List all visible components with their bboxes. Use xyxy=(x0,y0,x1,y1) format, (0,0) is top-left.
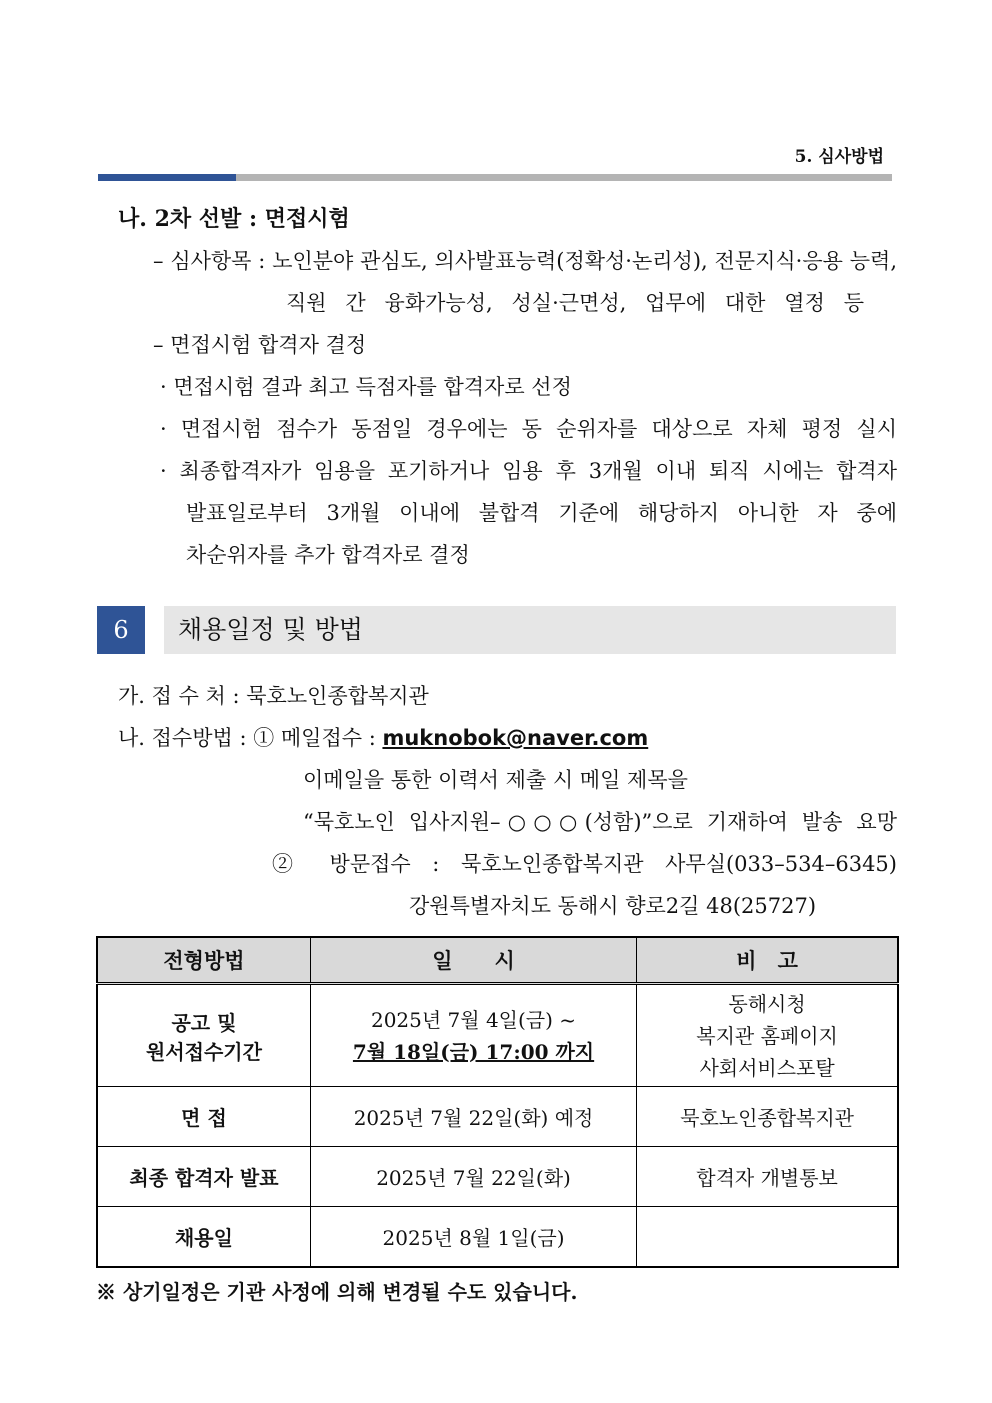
footnote: ※ 상기일정은 기관 사정에 의해 변경될 수도 있습니다. xyxy=(96,1280,578,1304)
header-bar-accent xyxy=(98,174,236,181)
method-label: 나. 접수방법 : ① 메일접수 : xyxy=(118,726,383,750)
decision-bullet-2: · 면접시험 점수가 동점일 경우에는 동 순위자를 대상으로 자체 평정 실시 xyxy=(160,417,897,441)
email-link[interactable]: muknobok@naver.com xyxy=(382,726,649,750)
table-row xyxy=(97,1087,898,1147)
decision-title: – 면접시험 합격자 결정 xyxy=(153,333,367,357)
table-row xyxy=(97,1207,898,1267)
visit-reception: ② 방문접수 : 묵호노인종합복지관 사무실(033–534–6345) xyxy=(272,852,897,876)
method-line xyxy=(118,722,648,752)
note-cell: 동해시청 복지관 홈페이지 사회서비스포탈 xyxy=(637,984,898,1087)
table-header-row xyxy=(97,937,898,984)
note-cell xyxy=(637,1207,898,1267)
stage-cell: 채용일 xyxy=(97,1207,310,1267)
criteria-line-1: – 심사항목 : 노인분야 관심도, 의사발표능력(정확성·논리성), 전문지식·응용 능력, xyxy=(153,249,897,273)
decision-bullet-3-line-1: · 최종합격자가 임용을 포기하거나 임용 후 3개월 이내 퇴직 시에는 합격자 xyxy=(160,459,897,483)
email-note-2: “묵호노인 입사지원–○○○(성함)”으로 기재하여 발송 요망 xyxy=(303,810,897,834)
header-date: 일 시 xyxy=(310,937,636,984)
reception-place: 가. 접 수 처 : 묵호노인종합복지관 xyxy=(118,684,429,708)
interview-title: 나. 2차 선발 : 면접시험 xyxy=(118,206,350,232)
schedule-table xyxy=(96,936,899,1268)
section-number-badge: 6 xyxy=(97,606,145,654)
decision-bullet-3-line-3: 차순위자를 추가 합격자로 결정 xyxy=(186,543,470,567)
header-bar xyxy=(236,174,892,181)
date-cell: 2025년 8월 1일(금) xyxy=(310,1207,636,1267)
decision-bullet-3-line-2: 발표일로부터 3개월 이내에 불합격 기준에 해당하지 아니한 자 중에 xyxy=(186,501,897,525)
note-cell: 묵호노인종합복지관 xyxy=(637,1087,898,1147)
decision-bullet-1: · 면접시험 결과 최고 득점자를 합격자로 선정 xyxy=(160,375,572,399)
note-cell: 합격자 개별통보 xyxy=(637,1147,898,1207)
header-stage: 전형방법 xyxy=(97,937,310,984)
stage-cell: 최종 합격자 발표 xyxy=(97,1147,310,1207)
date-cell: 2025년 7월 22일(화) xyxy=(310,1147,636,1207)
date-cell: 2025년 7월 22일(화) 예정 xyxy=(310,1087,636,1147)
stage-cell: 면 접 xyxy=(97,1087,310,1147)
address: 강원특별자치도 동해시 향로2길 48(25727) xyxy=(409,894,817,918)
header-note: 비 고 xyxy=(637,937,898,984)
section-title: 채용일정 및 방법 xyxy=(178,615,363,644)
criteria-line-2: 직원 간 융화가능성, 성실·근면성, 업무에 대한 열정 등 xyxy=(286,291,864,315)
stage-cell: 공고 및 원서접수기간 xyxy=(97,984,310,1087)
section-title-box xyxy=(164,606,896,654)
header-section-label: 5. 심사방법 xyxy=(794,147,884,167)
email-note-1: 이메일을 통한 이력서 제출 시 메일 제목을 xyxy=(303,768,688,792)
table-row xyxy=(97,984,898,1087)
table-row xyxy=(97,1147,898,1207)
date-cell: 2025년 7월 4일(금) ~ 7월 18일(금) 17:00 까지 xyxy=(310,984,636,1087)
